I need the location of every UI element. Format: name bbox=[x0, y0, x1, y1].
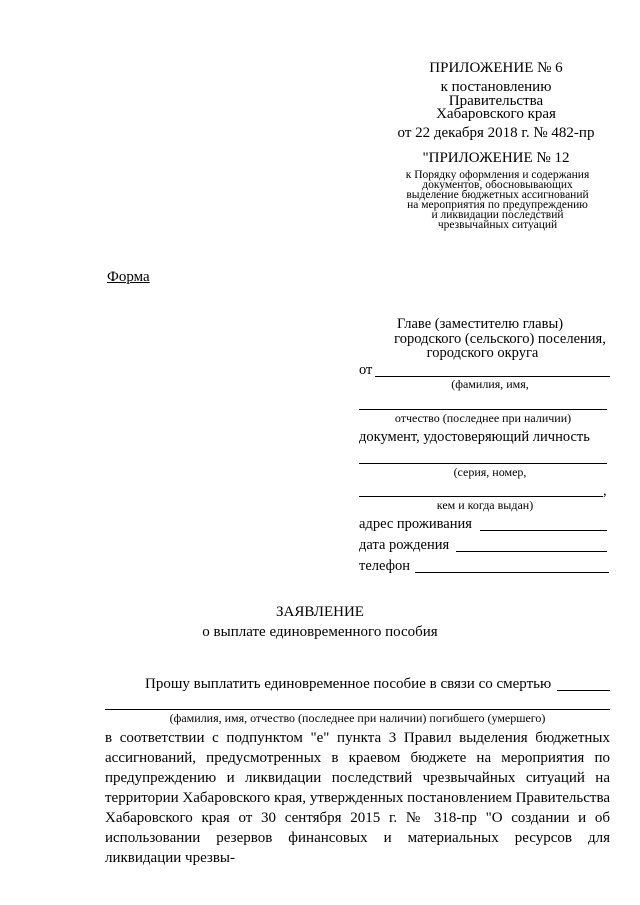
address-line[interactable] bbox=[480, 530, 607, 531]
appendix-12-heading: "ПРИЛОЖЕНИЕ № 12 bbox=[422, 150, 570, 166]
resolution-date-number: от 22 декабря 2018 г. № 482-пр bbox=[397, 125, 595, 141]
phone-line[interactable] bbox=[415, 572, 609, 573]
procedure-line-3: выделение бюджетных ассигнований bbox=[406, 189, 589, 201]
appendix-6-heading: ПРИЛОЖЕНИЕ № 6 bbox=[429, 60, 563, 76]
procedure-line-4: на мероприятия по предупреждению bbox=[407, 199, 588, 211]
addressee-line-3: городского округа bbox=[426, 345, 539, 361]
hint-series: (серия, номер, bbox=[453, 465, 527, 479]
deceased-name-line[interactable] bbox=[105, 709, 610, 710]
document-subtitle: о выплате единовременного пособия bbox=[202, 624, 438, 640]
hint-deceased: (фамилия, имя, отчество (последнее при наличии) погибшего (умершего) bbox=[169, 711, 546, 725]
from-label: от bbox=[359, 362, 373, 378]
id-issued-line[interactable] bbox=[359, 496, 603, 497]
government-text: Правительства bbox=[448, 93, 544, 109]
address-label: адрес проживания bbox=[359, 516, 472, 532]
procedure-line-6: чрезвычайных ситуаций bbox=[437, 219, 558, 231]
id-series-line[interactable] bbox=[359, 463, 607, 464]
procedure-line-5: и ликвидации последствий bbox=[431, 209, 564, 221]
addressee-line-2: городского (сельского) поселения, bbox=[394, 331, 606, 347]
addressee-line-1: Главе (заместителю главы) bbox=[396, 316, 564, 332]
body-paragraph bbox=[105, 728, 610, 868]
patronymic-line[interactable] bbox=[359, 409, 607, 410]
to-resolution-text: к постановлению bbox=[440, 79, 552, 95]
id-document-label: документ, удостоверяющий личность bbox=[359, 429, 590, 445]
comma: , bbox=[603, 483, 607, 499]
hint-name: (фамилия, имя, bbox=[451, 377, 529, 391]
hint-issued: кем и когда выдан) bbox=[436, 498, 534, 512]
hint-patronymic: отчество (последнее при наличии) bbox=[394, 411, 572, 425]
request-line: Прошу выплатить единовременное пособие в связи со смертью bbox=[145, 676, 552, 692]
procedure-line-2: документов, обосновывающих bbox=[422, 179, 573, 191]
birth-date-label: дата рождения bbox=[359, 537, 450, 553]
deceased-inline-line[interactable] bbox=[557, 690, 610, 691]
procedure-line-1: к Порядку оформления и содержания bbox=[405, 169, 590, 181]
document-title: ЗАЯВЛЕНИЕ bbox=[276, 604, 364, 620]
body-paragraph-text: в соответствии с подпунктом "е" пункта 3 Правил выделения бюджетных ассигнований, предусмотренных в краевом бюджете на мероприятия по предупреждению и ликвидации последствий чрезвычайных ситуаций на территории Хабаровского края, утвержденных постановлением Правительства Хабаровского края от 30 сентября 2015 г. № 318-пр "О создании и об использовании резервов финансовых и материальных ресурсов для ликвидации чрезвы- bbox=[105, 730, 610, 866]
birth-date-line[interactable] bbox=[456, 551, 607, 552]
phone-label: телефон bbox=[359, 558, 411, 574]
form-label: Форма bbox=[107, 269, 150, 285]
region-text: Хабаровского края bbox=[436, 106, 556, 122]
